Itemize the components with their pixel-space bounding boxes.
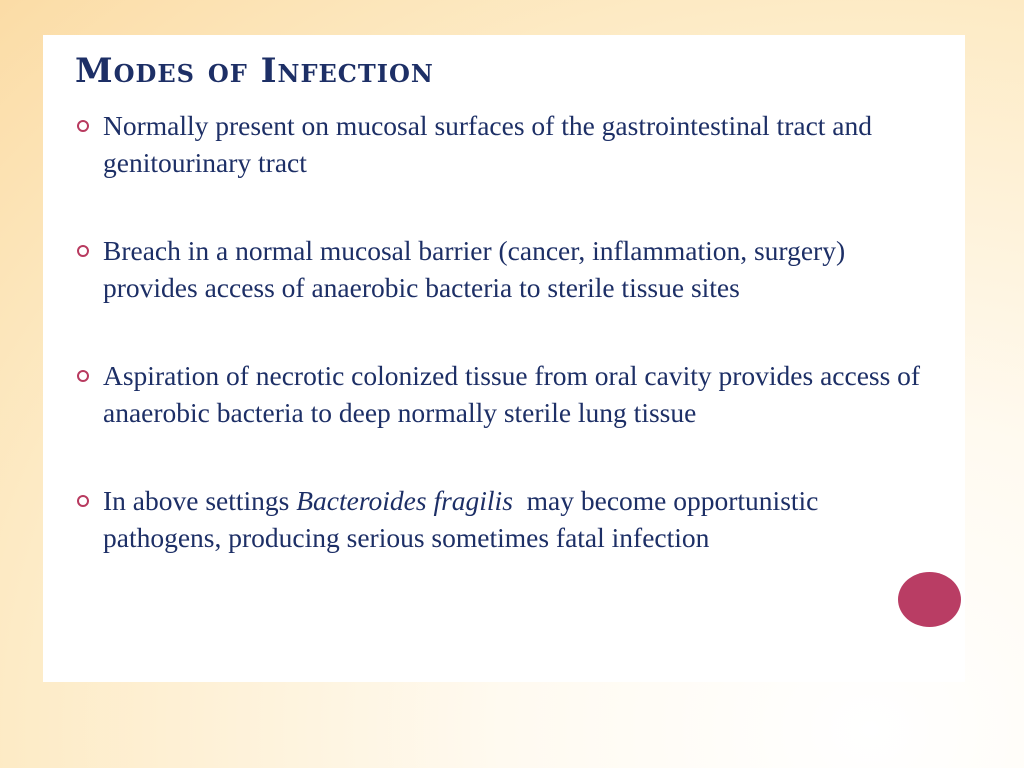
bullet-circle-icon: [77, 120, 89, 132]
bullet-text: Breach in a normal mucosal barrier (cancer, inflammation, surgery) provides access of anaerobic bacteria to sterile tissue sites: [103, 235, 846, 303]
bullet-item: [77, 482, 927, 556]
bullet-circle-icon: [77, 370, 89, 382]
bullet-text-suffix: may become opportunistic pathogens, producing serious sometimes fatal infection: [103, 485, 826, 553]
bullet-text: Aspiration of necrotic colonized tissue from oral cavity provides access of anaerobic bacteria to deep normally sterile lung tissue: [103, 360, 921, 428]
bullet-item: [77, 107, 927, 181]
organism-name: Bacteroides fragilis: [296, 485, 513, 516]
bullet-item: [77, 357, 927, 431]
bullet-circle-icon: [77, 495, 89, 507]
slide-title: Modes of Infection: [75, 51, 434, 91]
slide-panel: [43, 35, 965, 682]
bullet-list: [77, 107, 927, 556]
bullet-text-prefix: In above settings: [103, 485, 297, 516]
bullet-circle-icon: [77, 245, 89, 257]
bullet-item: [77, 232, 927, 306]
bullet-text: Normally present on mucosal surfaces of the gastrointestinal tract and genitourinary tract: [103, 110, 872, 178]
accent-dot-icon: [898, 572, 961, 627]
